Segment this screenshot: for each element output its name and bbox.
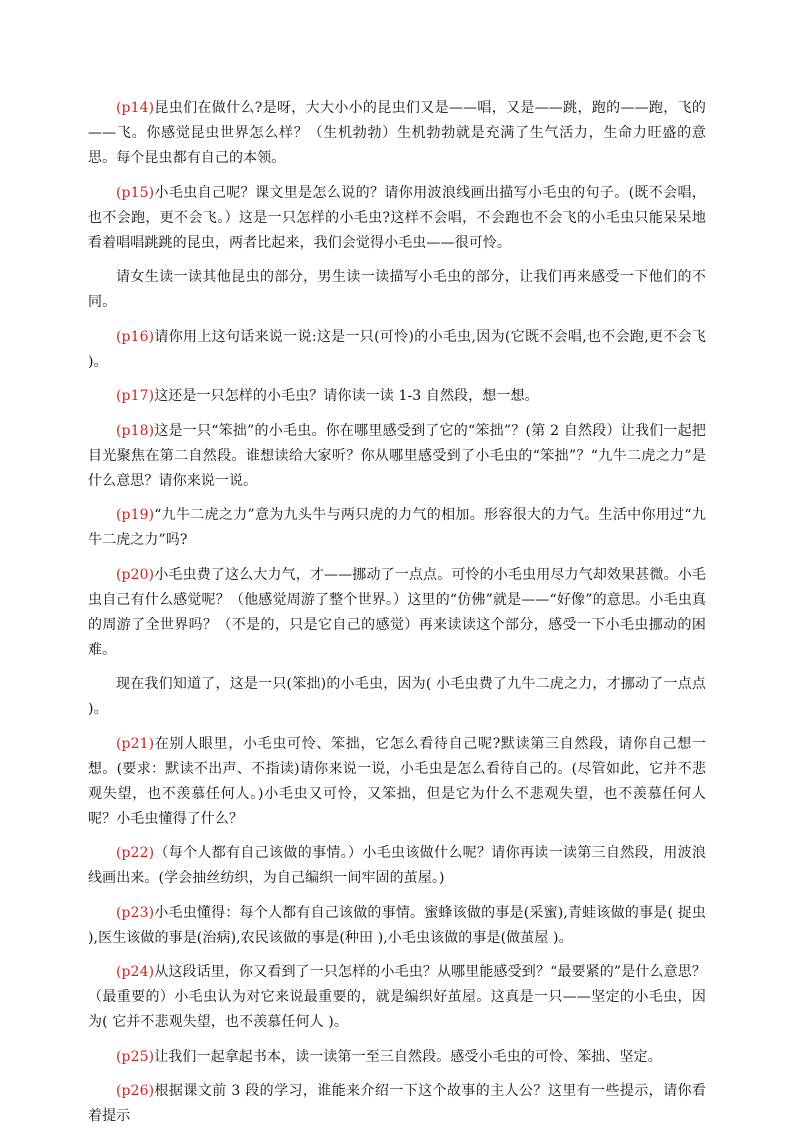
page-marker: (p24) [116, 964, 155, 980]
paragraph-p15 [88, 181, 706, 256]
paragraph-text: 根据课文前 3 段的学习，谁能来介绍一下这个故事的主人公？这里有一些提示，请你看着提示 [88, 1083, 706, 1124]
paragraph-text: 小毛虫费了这么大力气，才——挪动了一点点。可怜的小毛虫用尽力气却效果甚微。小毛虫自己有什么感觉呢？（他感觉周游了整个世界。）这里的“仿佛”就是——“好像”的意思。小毛虫真的周游了全世界吗？（不是的，只是它自己的感觉）再来读读这个部分，感受一下小毛虫挪动的困难。 [88, 566, 706, 658]
paragraph-text: 请你用上这句话来说一说:这是一只(可怜)的小毛虫,因为(它既不会唱,也不会跑,更不会飞 )。 [88, 328, 706, 370]
paragraph-p17 [88, 384, 706, 409]
paragraph-text: 从这段话里，你又看到了一只怎样的小毛虫？从哪里能感受到？“最要紧的”是什么意思？（最重要的）小毛虫认为对它来说最重要的，就是编织好茧屋。这真是一只——坚定的小毛虫，因为( 它并不悲观失望，也不羡慕任何人 )。 [88, 964, 706, 1030]
paragraph-text: 请女生读一读其他昆虫的部分，男生读一读描写小毛虫的部分，让我们再来感受一下他们的不同。 [88, 269, 706, 310]
page-marker: (p23) [116, 904, 155, 921]
page-marker: (p22) [116, 845, 155, 861]
paragraph-p19 [88, 503, 706, 553]
page-marker: (p15) [116, 184, 155, 201]
page-marker: (p26) [116, 1083, 155, 1099]
page-marker: (p17) [116, 388, 155, 404]
page-marker: (p14) [116, 100, 155, 116]
page-marker: (p21) [116, 735, 155, 752]
paragraph-text: （每个人都有自己该做的事情。）小毛虫该做什么呢？请你再读一读第三自然段，用波浪线画出来。(学会抽丝纺织，为自己编织一间牢固的茧屋。) [88, 845, 706, 886]
paragraph-text: “九牛二虎之力”意为九头牛与两只虎的力气的相加。形容很大的力气。生活中你用过“九牛二虎之力”吗? [88, 507, 706, 548]
paragraph-p26 [88, 1079, 706, 1129]
paragraph-reading-instruction [88, 265, 706, 315]
page-marker: (p18) [116, 422, 155, 439]
paragraph-text: 让我们一起拿起书本，读一读第一至三自然段。感受小毛虫的可怜、笨拙、坚定。 [154, 1048, 662, 1065]
paragraph-p18 [88, 419, 706, 494]
paragraph-p25 [88, 1045, 706, 1070]
paragraph-text: 小毛虫懂得：每个人都有自己该做的事情。蜜蜂该做的事是(采蜜),青蛙该做的事是( 捉虫 ),医生该做的事是(治病),农民该做的事是(种田 ),小毛虫该做的事是(做茧屋 )。 [88, 904, 706, 946]
paragraph-text: 现在我们知道了，这是一只(笨拙)的小毛虫，因为( 小毛虫费了九牛二虎之力，才挪动了一点点 )。 [88, 676, 706, 717]
paragraph-text: 昆虫们在做什么?是呀，大大小小的昆虫们又是——唱，又是——跳，跑的——跑，飞的——飞。你感觉昆虫世界怎么样？（生机勃勃）生机勃勃就是充满了生气活力，生命力旺盛的意思。每个昆虫都有自己的本领。 [88, 100, 706, 166]
paragraph-p24 [88, 960, 706, 1035]
paragraph-text: 这还是一只怎样的小毛虫？请你读一读 1-3 自然段，想一想。 [154, 388, 539, 404]
page-marker: (p25) [116, 1048, 155, 1065]
paragraph-p14 [88, 96, 706, 171]
paragraph-text: 小毛虫自己呢？课文里是怎么说的？请你用波浪线画出描写小毛虫的句子。(既不会唱，也不会跑，更不会飞。）这是一只怎样的小毛虫?这样不会唱，不会跑也不会飞的小毛虫只能呆呆地看着唱唱跳跳的昆虫，两者比起来，我们会觉得小毛虫——很可怜。 [88, 184, 706, 251]
paragraph-p20 [88, 563, 706, 663]
page-marker: (p20) [116, 566, 155, 583]
page-marker: (p16) [116, 328, 155, 345]
paragraph-summary-clumsy [88, 672, 706, 722]
paragraph-p23 [88, 901, 706, 951]
paragraph-text: 在别人眼里，小毛虫可怜、笨拙，它怎么看待自己呢?默读第三自然段，请你自己想一想。(要求：默读不出声、不指读)请你来说一说，小毛虫是怎么看待自己的。(尽管如此，它并不悲观失望，也不羡慕任何人。)小毛虫又可怜，又笨拙，但是它为什么不悲观失望，也不羡慕任何人呢？小毛虫懂得了什么？ [88, 735, 706, 827]
paragraph-p21 [88, 732, 706, 832]
paragraph-p16 [88, 325, 706, 375]
paragraph-p22 [88, 841, 706, 891]
paragraph-text: 这是一只“笨拙”的小毛虫。你在哪里感受到了它的“笨拙”？(第 2 自然段）让我们一起把目光聚焦在第二自然段。谁想读给大家听？你从哪里感受到了小毛虫的“笨拙”？“九牛二虎之力”是什么意思？请你来说一说。 [88, 422, 706, 489]
page-marker: (p19) [116, 507, 155, 523]
